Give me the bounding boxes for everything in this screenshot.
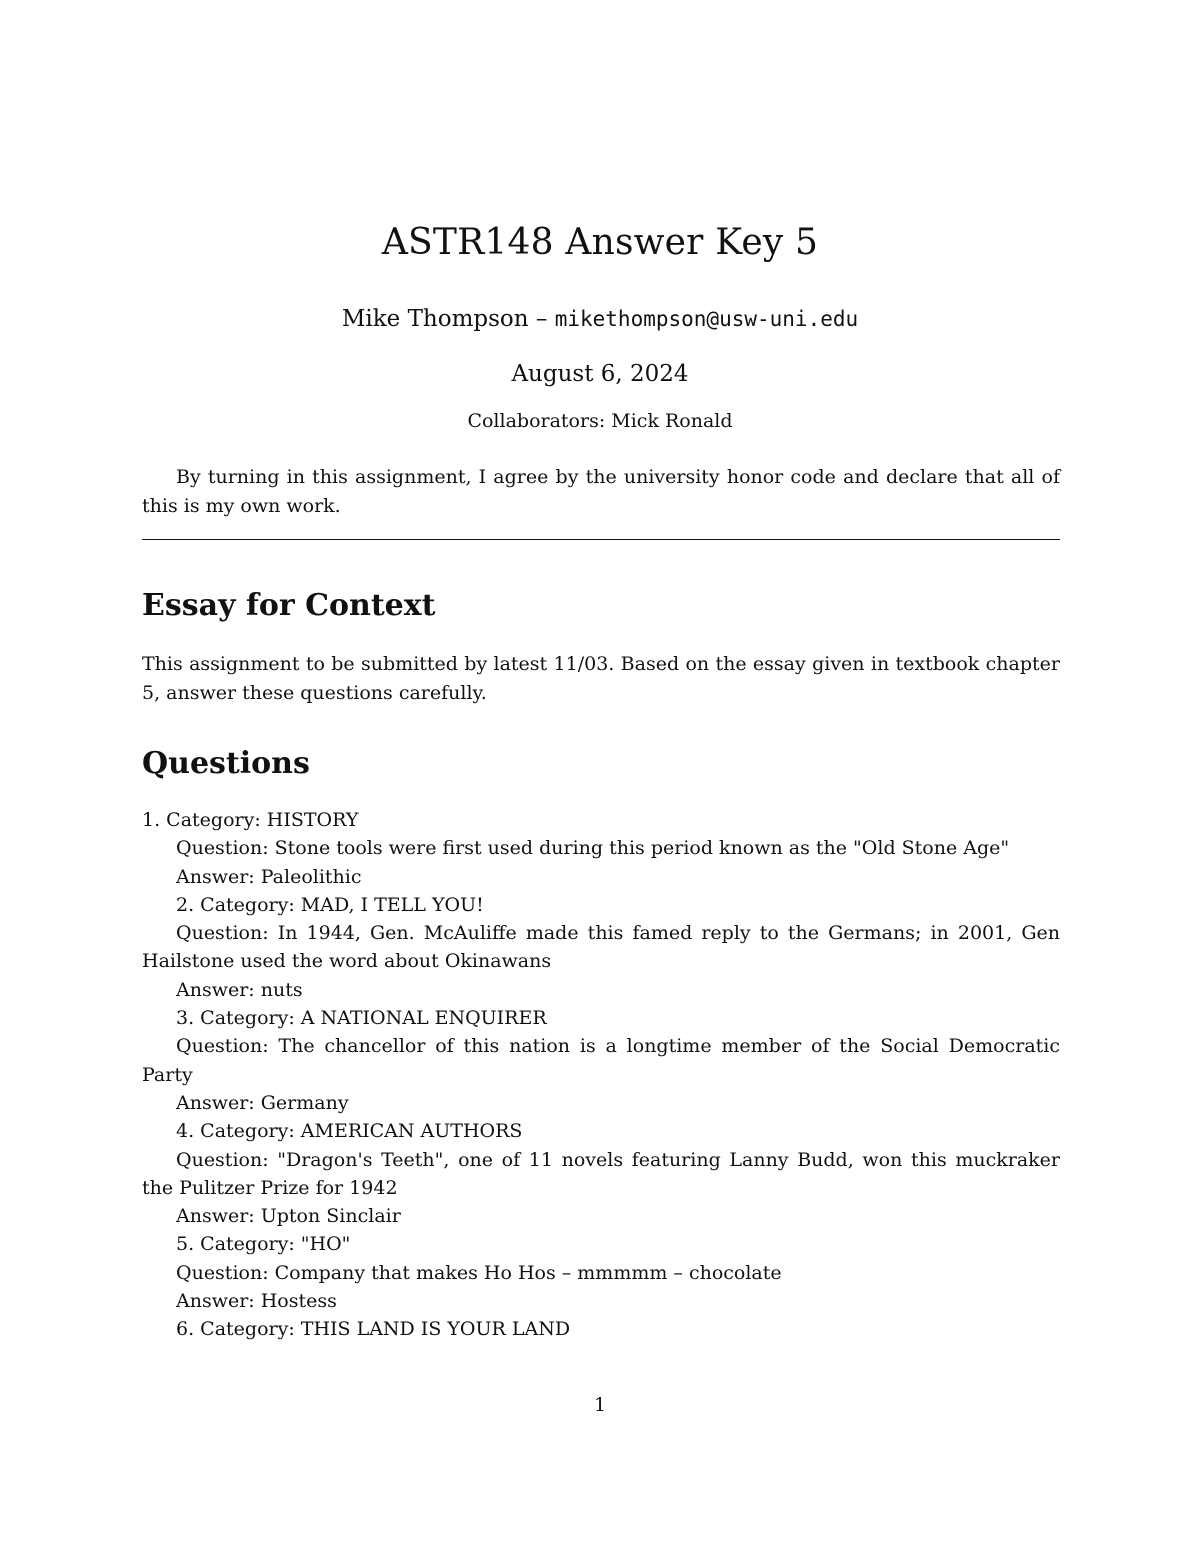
qa-line: 6. Category: THIS LAND IS YOUR LAND [176,1318,571,1341]
qa-line: Answer: Germany [176,1091,349,1114]
document-title: ASTR148 Answer Key 5 [381,222,819,263]
horizontal-rule [142,539,1060,540]
questions-list [142,806,1060,1344]
page-number: 1 [593,1394,607,1416]
author-line [0,306,1200,332]
qa-line: 1. Category: HISTORY [142,809,359,831]
qa-line: 5. Category: "HO" [176,1233,351,1256]
qa-line: Answer: nuts [176,978,303,1001]
qa-line: Question: Stone tools were first used during this period known as the "Old Stone Age" [176,837,1010,860]
qa-line: Answer: Paleolithic [176,865,362,888]
qa-line: Answer: Upton Sinclair [176,1205,401,1228]
qa-line: 3. Category: A NATIONAL ENQUIRER [176,1007,547,1030]
essay-section-text: This assignment to be submitted by latest 11/03. Based on the essay given in textbook chapter 5, answer these questions carefully. [142,653,1060,704]
author-separator: – [535,306,548,332]
qa-line: Question: In 1944, Gen. McAuliffe made this famed reply to the Germans; in 2001, Gen Hailstone used the word about Okinawans [142,922,1060,973]
author-email: mikethompson@usw-uni.edu [554,307,859,331]
qa-line: Question: The chancellor of this nation is a longtime member of the Social Democratic Party [142,1035,1060,1086]
document-date: August 6, 2024 [511,361,689,387]
qa-line: Question: "Dragon's Teeth", one of 11 novels featuring Lanny Budd, won this muckraker the Pulitzer Prize for 1942 [142,1148,1060,1199]
qa-line: Answer: Hostess [176,1290,337,1313]
author-name: Mike Thompson [341,306,529,332]
qa-line: 4. Category: AMERICAN AUTHORS [176,1120,523,1143]
qa-line: 2. Category: MAD, I TELL YOU! [176,893,484,916]
questions-section-heading: Questions [142,746,310,781]
honor-statement: By turning in this assignment, I agree by the university honor code and declare that all of this is my own work. [142,466,1060,517]
qa-line: Question: Company that makes Ho Hos – mmmmm – chocolate [176,1261,782,1284]
collaborators-line: Collaborators: Mick Ronald [467,410,733,432]
essay-section-heading: Essay for Context [142,588,436,623]
